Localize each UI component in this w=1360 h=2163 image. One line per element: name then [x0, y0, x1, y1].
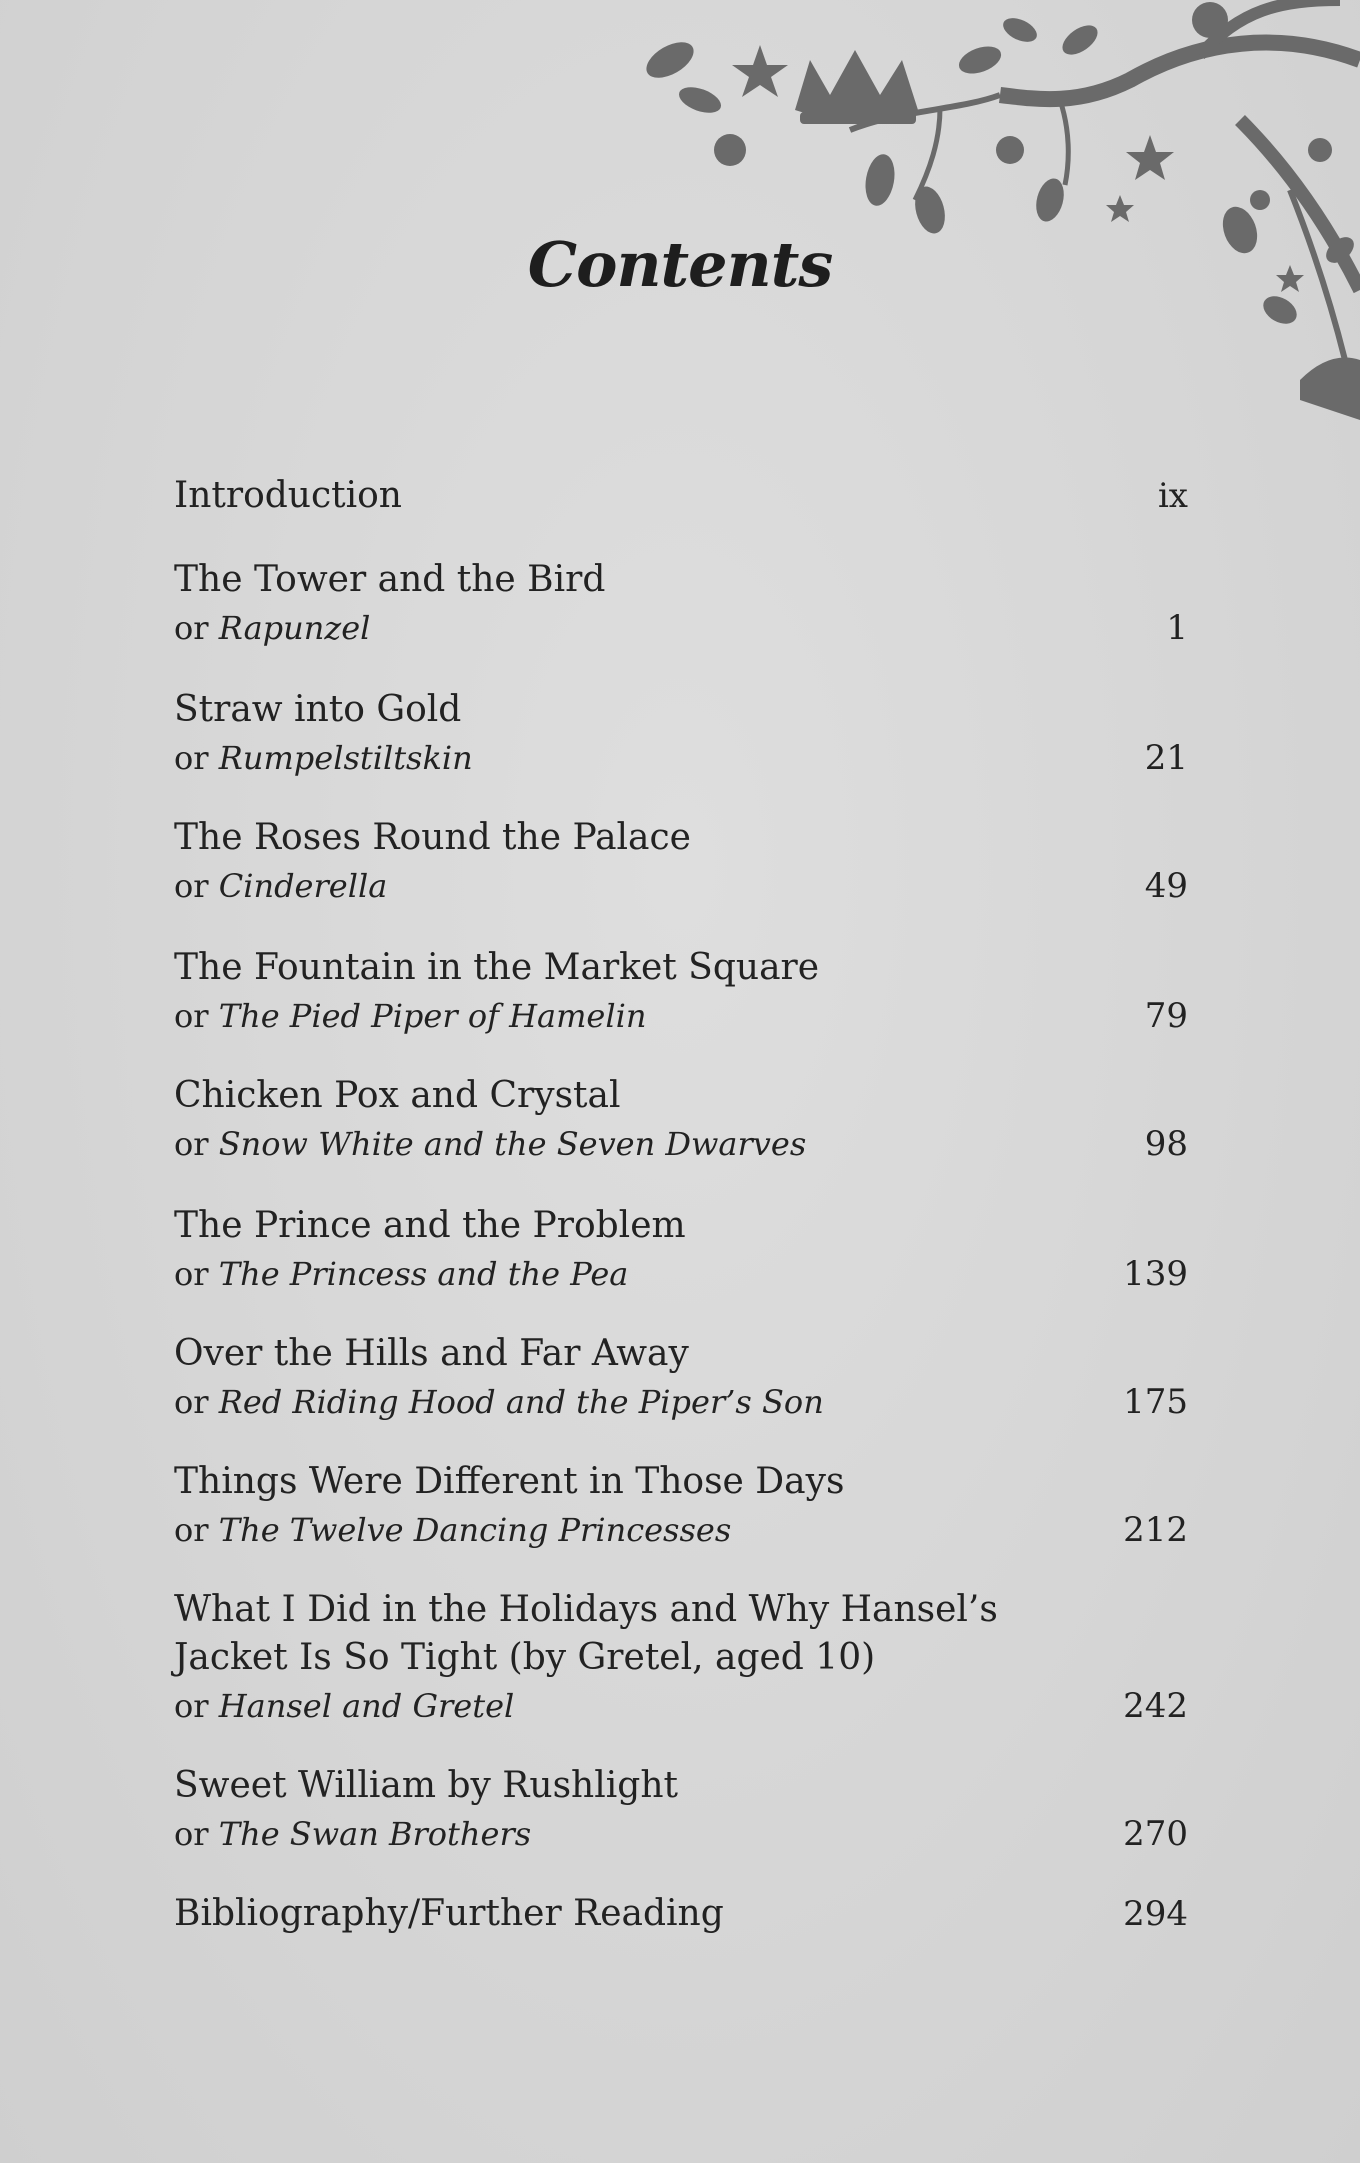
toc-entry-original: [174, 1682, 1188, 1730]
toc-original-title: Hansel and Gretel: [218, 1687, 515, 1725]
branch-icon: [1000, 43, 1360, 100]
toc-entry: [174, 814, 1188, 910]
leaf-icon: [640, 35, 699, 85]
toc-page-number: 175: [1123, 1382, 1188, 1422]
toc-page-number: 98: [1144, 1124, 1188, 1164]
toc-entry-original: [174, 1120, 1188, 1168]
toc-original-title: The Pied Piper of Hamelin: [218, 997, 647, 1035]
toc-entry: [174, 1586, 1188, 1730]
star-icon: [732, 45, 788, 97]
toc-entry-title: Sweet William by Rushlight: [174, 1765, 678, 1806]
toc-entry: [174, 472, 1188, 520]
toc-original-title: Red Riding Hood and the Piper’s Son: [218, 1383, 824, 1421]
toc-page-number: 139: [1123, 1254, 1188, 1294]
toc-entry-title: The Fountain in the Market Square: [174, 947, 820, 988]
toc-entry-title: Straw into Gold: [174, 689, 462, 730]
toc-entry-title: The Roses Round the Palace: [174, 817, 691, 858]
toc-entry-original: [174, 992, 1188, 1040]
toc-or-label: or: [174, 1383, 209, 1421]
toc-entry: [174, 1762, 1188, 1858]
toc-page-number: 242: [1123, 1686, 1188, 1726]
toc-entry-original: [174, 1506, 1188, 1554]
toc-or-label: or: [174, 997, 209, 1035]
toc-or-label: or: [174, 739, 209, 777]
toc-or-label: or: [174, 1687, 209, 1725]
toc-original-title: The Princess and the Pea: [218, 1255, 629, 1293]
toc-entry-original: [174, 604, 1188, 652]
toc-original-title: The Twelve Dancing Princesses: [218, 1511, 732, 1549]
toc-entry: [174, 1072, 1188, 1168]
toc-entry-title-line2: Jacket Is So Tight (by Gretel, aged 10): [174, 1637, 876, 1678]
toc-entry-original: [174, 1378, 1188, 1426]
toc-page-number: ix: [1157, 476, 1188, 516]
toc-entry: [174, 556, 1188, 652]
toc-entry-title: Chicken Pox and Crystal: [174, 1075, 621, 1116]
flower-icon: [714, 134, 746, 166]
toc-or-label: or: [174, 609, 209, 647]
toc-or-label: or: [174, 1255, 209, 1293]
toc-entry-original: [174, 734, 1188, 782]
toc-entry-title: What I Did in the Holidays and Why Hansel’s: [174, 1589, 998, 1630]
toc-entry-original: [174, 862, 1188, 910]
toc-entry-title: Over the Hills and Far Away: [174, 1333, 689, 1374]
toc-page-number: 270: [1123, 1814, 1188, 1854]
toc-original-title: Snow White and the Seven Dwarves: [218, 1125, 807, 1163]
toc-entry: [174, 1202, 1188, 1298]
toc-or-label: or: [174, 1511, 209, 1549]
toc-page-number: 1: [1166, 608, 1188, 648]
toc-entry: [174, 1458, 1188, 1554]
toc-entry-title: Things Were Different in Those Days: [174, 1461, 845, 1502]
branch-ornament: [640, 0, 1360, 440]
toc-original-title: Rapunzel: [218, 609, 371, 647]
toc-entry: [174, 1890, 1188, 1938]
toc-original-title: The Swan Brothers: [218, 1815, 532, 1853]
toc-or-label: or: [174, 1125, 209, 1163]
toc-entry-original: [174, 1250, 1188, 1298]
toc-entry-title: The Prince and the Problem: [174, 1205, 686, 1246]
toc-entry: [174, 686, 1188, 782]
star-icon: [1126, 135, 1174, 180]
toc-entry-original: [174, 1810, 1188, 1858]
toc-entry: [174, 944, 1188, 1040]
toc-page-number: 79: [1144, 996, 1188, 1036]
toc-page-number: 21: [1144, 738, 1188, 778]
toc-page-number: 212: [1123, 1510, 1188, 1550]
toc-entry: [174, 1330, 1188, 1426]
bird-icon: [1300, 358, 1360, 421]
crown-icon: [795, 50, 918, 120]
toc-original-title: Rumpelstiltskin: [218, 739, 473, 777]
toc-or-label: or: [174, 867, 209, 905]
page-title: Contents: [527, 228, 833, 301]
toc-entry-title: Introduction: [174, 475, 402, 516]
toc-page-number: 294: [1123, 1894, 1188, 1934]
toc-original-title: Cinderella: [218, 867, 388, 905]
toc-entry-title: Bibliography/Further Reading: [174, 1893, 724, 1934]
toc-page-number: 49: [1144, 866, 1188, 906]
toc-or-label: or: [174, 1815, 209, 1853]
toc-entry-title: The Tower and the Bird: [174, 559, 606, 600]
